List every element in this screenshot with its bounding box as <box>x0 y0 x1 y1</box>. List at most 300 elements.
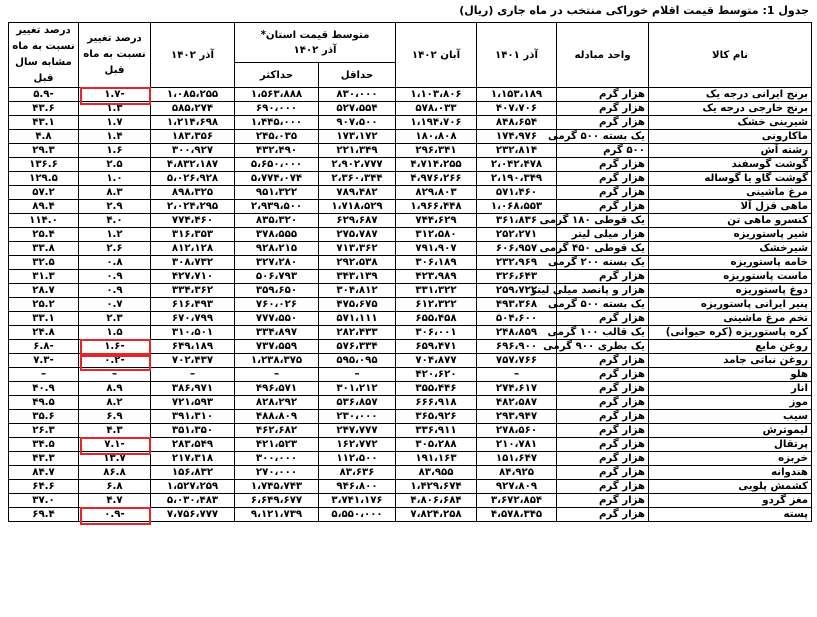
province-max: ۴۹۶،۵۷۱ <box>235 382 319 396</box>
change-prev-month: ۸.۲ <box>79 396 151 410</box>
change-prev-month: ۱.۳ <box>79 102 151 116</box>
change-same-month: ۱۳۶.۶ <box>9 158 79 172</box>
change-same-month: ۳۲.۵ <box>9 256 79 270</box>
item-name: شیر پاستوریزه <box>649 228 812 242</box>
price-aban1402: ۳۰۶،۰۰۱ <box>396 326 477 340</box>
unit-cell: هزار گرم <box>557 368 649 382</box>
change-same-month: ۴۳.۳ <box>9 452 79 466</box>
change-prev-month: ۰.۹ <box>79 284 151 298</box>
province-max: ۵،۶۵۰،۰۰۰ <box>235 158 319 172</box>
change-prev-month: ۱.۶ <box>79 144 151 158</box>
price-aban1402: ۱۸۰،۸۰۸ <box>396 130 477 144</box>
province-max: ۴۶۲،۶۸۲ <box>235 424 319 438</box>
change-prev-month: -۱.۷ <box>79 88 151 102</box>
price-azar1401: ۲۱۰،۷۸۱ <box>477 438 557 452</box>
header-max: حداکثر <box>235 63 319 88</box>
price-aban1402: ۴۲۰،۶۲۰ <box>396 368 477 382</box>
price-azar1402: ۳۸۶،۹۷۱ <box>151 382 235 396</box>
header-unit: واحد مبادله <box>557 23 649 88</box>
price-azar1402: ۳۱۰،۵۰۱ <box>151 326 235 340</box>
price-azar1401: ۷۵۷،۷۶۶ <box>477 354 557 368</box>
province-min: ۵۳۶،۸۵۷ <box>319 396 396 410</box>
province-min: ۱۶۲،۷۷۲ <box>319 438 396 452</box>
price-azar1402: ۱۵۶،۸۳۲ <box>151 466 235 480</box>
price-aban1402: ۶۱۲،۳۲۲ <box>396 298 477 312</box>
change-prev-month: -۰.۲ <box>79 354 151 368</box>
unit-cell: هزار میلی لیتر <box>557 228 649 242</box>
table-row <box>9 88 812 102</box>
province-min: ۵،۵۵۰،۰۰۰ <box>319 508 396 522</box>
table-row <box>9 424 812 438</box>
price-azar1401: ۲۷۸،۵۶۰ <box>477 424 557 438</box>
price-azar1401: ۱،۱۵۳،۱۸۹ <box>477 88 557 102</box>
price-azar1401: ۳۶۱،۸۳۶ <box>477 214 557 228</box>
unit-cell: هزار گرم <box>557 410 649 424</box>
province-min: ۷۱۳،۳۶۲ <box>319 242 396 256</box>
price-azar1401: ۱۷۴،۹۷۶ <box>477 130 557 144</box>
change-prev-month: ۶.۹ <box>79 410 151 424</box>
province-min: ۳۰۱،۲۱۲ <box>319 382 396 396</box>
price-azar1402: ۵،۰۲۶،۹۲۸ <box>151 172 235 186</box>
price-aban1402: ۱،۱۰۳،۸۰۶ <box>396 88 477 102</box>
price-azar1401: ۲،۱۹۰،۳۴۹ <box>477 172 557 186</box>
change-prev-month: -۷.۱ <box>79 438 151 452</box>
item-name: شیرخشک <box>649 242 812 256</box>
province-max: ۲۷۰،۰۰۰ <box>235 466 319 480</box>
change-same-month: ۸۹.۴ <box>9 200 79 214</box>
item-name: خامه پاستوریزه <box>649 256 812 270</box>
price-table <box>8 22 812 522</box>
table-caption: جدول 1: متوسط قیمت اقلام خوراکی منتخب در ماه جاری (ریال) <box>459 4 809 17</box>
province-min: ۲،۳۶۰،۳۴۴ <box>319 172 396 186</box>
unit-cell: یک بسته ۵۰۰ گرمی <box>557 130 649 144</box>
change-same-month: ۳۱.۳ <box>9 270 79 284</box>
unit-cell: یک بطری ۹۰۰ گرمی <box>557 340 649 354</box>
change-same-month: ۱۲۹.۵ <box>9 172 79 186</box>
province-min: ۷۸۹،۴۸۲ <box>319 186 396 200</box>
change-same-month: ۴.۸ <box>9 130 79 144</box>
change-same-month: ۶۴.۶ <box>9 480 79 494</box>
price-azar1402: ۶۴۹،۱۸۹ <box>151 340 235 354</box>
price-azar1402: ۱،۵۲۷،۲۵۹ <box>151 480 235 494</box>
province-max: ۱،۴۴۵،۰۰۰ <box>235 116 319 130</box>
price-azar1401: ۲۹۳،۹۴۷ <box>477 410 557 424</box>
change-same-month: ۳۳.۱ <box>9 312 79 326</box>
change-same-month: ۴۰.۹ <box>9 382 79 396</box>
province-max: ۵۰۶،۷۹۳ <box>235 270 319 284</box>
price-azar1401: ۲۴۸،۸۵۹ <box>477 326 557 340</box>
price-azar1402: ۳۵۱،۳۵۰ <box>151 424 235 438</box>
change-prev-month: ۱.۵ <box>79 326 151 340</box>
item-name: ماست پاستوریزه <box>649 270 812 284</box>
change-same-month: ۸۴.۷ <box>9 466 79 480</box>
change-prev-month: -۱.۶ <box>79 340 151 354</box>
province-max: ۷۷۷،۵۵۰ <box>235 312 319 326</box>
header-change-same-month: درصد تغییر نسبت به ماه مشابه سال قبل <box>9 23 79 88</box>
header-aban1402: آبان ۱۴۰۲ <box>396 23 477 88</box>
price-aban1402: ۷۹۱،۹۰۷ <box>396 242 477 256</box>
item-name: هلو <box>649 368 812 382</box>
unit-cell: هزار گرم <box>557 494 649 508</box>
table-row <box>9 452 812 466</box>
item-name: برنج خارجی درجه یک <box>649 102 812 116</box>
unit-cell: هزار و پانصد میلی لیتر <box>557 284 649 298</box>
price-aban1402: ۶۵۹،۴۷۱ <box>396 340 477 354</box>
change-prev-month: ۱.۷ <box>79 116 151 130</box>
header-province-average <box>235 23 396 63</box>
province-min: ۴۷۵،۶۷۵ <box>319 298 396 312</box>
unit-cell: هزار گرم <box>557 200 649 214</box>
change-same-month: ۳۳.۸ <box>9 242 79 256</box>
price-aban1402: ۱،۴۲۹،۶۷۴ <box>396 480 477 494</box>
province-max: ۱،۵۶۳،۸۸۸ <box>235 88 319 102</box>
price-azar1401: ۴۸۲،۵۸۷ <box>477 396 557 410</box>
price-aban1402: ۴،۹۷۶،۲۶۶ <box>396 172 477 186</box>
header-min: حداقل <box>319 63 396 88</box>
province-min: ۳۰۴،۸۱۲ <box>319 284 396 298</box>
unit-cell: هزار گرم <box>557 466 649 480</box>
price-azar1402: ۶۱۶،۴۹۳ <box>151 298 235 312</box>
province-min: ۹۴۶،۸۰۰ <box>319 480 396 494</box>
price-azar1402: ۲،۰۲۴،۲۹۵ <box>151 200 235 214</box>
change-same-month: ۲۹.۳ <box>9 144 79 158</box>
change-prev-month: ۲.۳ <box>79 312 151 326</box>
price-aban1402: ۸۳،۹۵۵ <box>396 466 477 480</box>
province-min: ۲۹۲،۵۳۸ <box>319 256 396 270</box>
item-name: هندوانه <box>649 466 812 480</box>
province-min: ۱،۷۱۸،۵۲۹ <box>319 200 396 214</box>
price-azar1401: ۴،۵۷۸،۳۴۵ <box>477 508 557 522</box>
price-aban1402: ۳۶۵،۹۲۶ <box>396 410 477 424</box>
table-row <box>9 270 812 284</box>
item-name: روغن مایع <box>649 340 812 354</box>
province-min: ۵۷۶،۳۳۴ <box>319 340 396 354</box>
province-max: ۴۳۲،۴۹۰ <box>235 144 319 158</box>
table-row <box>9 368 812 382</box>
change-prev-month: ۴.۷ <box>79 494 151 508</box>
unit-cell: هزار گرم <box>557 438 649 452</box>
price-azar1402: ۱،۲۱۴،۶۹۸ <box>151 116 235 130</box>
price-azar1402: ۴۲۷،۷۱۰ <box>151 270 235 284</box>
price-azar1401: ۳،۶۷۲،۸۵۴ <box>477 494 557 508</box>
price-azar1401: ۸۴،۹۲۵ <box>477 466 557 480</box>
item-name: پنیر ایرانی پاستوریزه <box>649 298 812 312</box>
table-row <box>9 186 812 200</box>
item-name: سیب <box>649 410 812 424</box>
price-aban1402: ۳۳۶،۹۱۱ <box>396 424 477 438</box>
price-aban1402: ۴،۷۱۴،۲۵۵ <box>396 158 477 172</box>
price-azar1401: ۱،۰۶۸،۵۵۳ <box>477 200 557 214</box>
price-azar1401: ۳۲۶،۶۴۳ <box>477 270 557 284</box>
change-same-month: ۱۱۴.۰ <box>9 214 79 228</box>
item-name: رشته آش <box>649 144 812 158</box>
province-min: ۲۷۵،۷۸۷ <box>319 228 396 242</box>
price-azar1402: ۱،۰۸۵،۲۵۵ <box>151 88 235 102</box>
change-prev-month: ۴.۳ <box>79 424 151 438</box>
price-azar1402: ۲۱۷،۳۱۸ <box>151 452 235 466</box>
province-min: ۱۱۲،۵۰۰ <box>319 452 396 466</box>
table-row <box>9 494 812 508</box>
price-aban1402: ۷۰۴،۸۷۷ <box>396 354 477 368</box>
price-aban1402: ۶۵۵،۴۵۸ <box>396 312 477 326</box>
province-min: ۸۳۰،۰۰۰ <box>319 88 396 102</box>
price-aban1402: ۳۱۲،۵۸۰ <box>396 228 477 242</box>
change-prev-month: ۸.۹ <box>79 382 151 396</box>
price-azar1401: ۲۳۲،۹۶۹ <box>477 256 557 270</box>
province-min: ۸۳،۶۳۶ <box>319 466 396 480</box>
province-min: ۲،۹۰۲،۷۷۷ <box>319 158 396 172</box>
province-max: ۷۶۰،۰۲۶ <box>235 298 319 312</box>
price-aban1402: ۳۰۵،۲۸۸ <box>396 438 477 452</box>
change-same-month: -۷.۳ <box>9 354 79 368</box>
province-max: ۴۲۱،۵۲۳ <box>235 438 319 452</box>
price-azar1402: ۸۱۲،۱۲۸ <box>151 242 235 256</box>
province-max: ۶۹۰،۰۰۰ <box>235 102 319 116</box>
price-aban1402: ۳۰۶،۱۸۹ <box>396 256 477 270</box>
province-max: ۶،۶۴۹،۶۷۷ <box>235 494 319 508</box>
price-aban1402: ۱۹۱،۱۶۳ <box>396 452 477 466</box>
item-name: کشمش پلویی <box>649 480 812 494</box>
table-row <box>9 340 812 354</box>
price-azar1401: ۲۵۹،۷۲۲ <box>477 284 557 298</box>
province-min: ۵۷۱،۱۱۱ <box>319 312 396 326</box>
change-prev-month: – <box>79 368 151 382</box>
change-prev-month: ۶.۸ <box>79 480 151 494</box>
price-azar1401: ۲۳۲،۸۱۴ <box>477 144 557 158</box>
province-min: ۵۹۵،۰۹۵ <box>319 354 396 368</box>
price-azar1401: ۶۰۶،۹۵۷ <box>477 242 557 256</box>
change-same-month: ۴۳.۶ <box>9 102 79 116</box>
price-azar1402: ۱۸۳،۳۵۶ <box>151 130 235 144</box>
price-azar1402: ۵۸۵،۲۷۴ <box>151 102 235 116</box>
change-prev-month: ۱.۲ <box>79 228 151 242</box>
price-aban1402: ۴۲۳،۹۸۹ <box>396 270 477 284</box>
price-azar1402: ۷،۷۵۶،۷۷۷ <box>151 508 235 522</box>
unit-cell: هزار گرم <box>557 186 649 200</box>
table-row <box>9 312 812 326</box>
price-azar1402: ۸۹۸،۳۲۵ <box>151 186 235 200</box>
price-azar1402: – <box>151 368 235 382</box>
province-max: ۹،۱۲۱،۷۳۹ <box>235 508 319 522</box>
province-max: ۳۰۰،۰۰۰ <box>235 452 319 466</box>
change-prev-month: ۱۳.۷ <box>79 452 151 466</box>
price-azar1401: ۹۲۷،۸۰۹ <box>477 480 557 494</box>
price-aban1402: ۳۵۵،۴۴۶ <box>396 382 477 396</box>
province-max: ۳۲۷،۲۸۰ <box>235 256 319 270</box>
change-same-month: ۲۴.۸ <box>9 326 79 340</box>
table-row <box>9 298 812 312</box>
change-prev-month: ۲.۶ <box>79 242 151 256</box>
province-max: ۲،۹۳۹،۵۰۰ <box>235 200 319 214</box>
change-prev-month: ۸۶.۸ <box>79 466 151 480</box>
table-row <box>9 354 812 368</box>
province-max: ۴۸۸،۸۰۹ <box>235 410 319 424</box>
unit-cell: هزار گرم <box>557 354 649 368</box>
price-azar1402: ۵،۰۳۰،۴۸۳ <box>151 494 235 508</box>
price-azar1401: ۲۷۴،۶۱۷ <box>477 382 557 396</box>
table-row <box>9 102 812 116</box>
table-row <box>9 172 812 186</box>
price-aban1402: ۷۴۴،۶۲۹ <box>396 214 477 228</box>
header-change-prev-month: درصد تغییر نسبت به ماه قبل <box>79 23 151 88</box>
price-azar1401: ۲،۰۴۲،۴۷۸ <box>477 158 557 172</box>
table-row <box>9 158 812 172</box>
province-min: ۲۲۱،۳۴۹ <box>319 144 396 158</box>
table-row <box>9 480 812 494</box>
change-same-month: ۴۹.۵ <box>9 396 79 410</box>
item-name: کنسرو ماهی تن <box>649 214 812 228</box>
unit-cell: یک قوطی ۱۸۰ گرمی <box>557 214 649 228</box>
header-province-group: متوسط قیمت استان* <box>260 29 370 41</box>
province-max: ۷۳۷،۵۵۹ <box>235 340 319 354</box>
item-name: پسته <box>649 508 812 522</box>
unit-cell: هزار گرم <box>557 172 649 186</box>
change-same-month: -۵.۹ <box>9 88 79 102</box>
price-aban1402: ۵۷۸،۰۳۳ <box>396 102 477 116</box>
province-max: ۹۲۸،۲۱۵ <box>235 242 319 256</box>
unit-cell: ۵۰۰ گرم <box>557 144 649 158</box>
price-azar1402: ۳۰۰،۹۲۷ <box>151 144 235 158</box>
province-max: ۳۵۹،۶۵۰ <box>235 284 319 298</box>
price-azar1401: ۴۹۳،۳۶۸ <box>477 298 557 312</box>
unit-cell: هزار گرم <box>557 508 649 522</box>
unit-cell: هزار گرم <box>557 312 649 326</box>
item-name: گوشت گاو یا گوساله <box>649 172 812 186</box>
province-max: ۸۳۵،۳۲۰ <box>235 214 319 228</box>
header-azar1401: آذر ۱۴۰۱ <box>477 23 557 88</box>
item-name: مغز گردو <box>649 494 812 508</box>
unit-cell: هزار گرم <box>557 158 649 172</box>
unit-cell: هزار گرم <box>557 424 649 438</box>
province-min: ۲۴۷،۷۷۷ <box>319 424 396 438</box>
change-same-month: ۶۹.۴ <box>9 508 79 522</box>
price-azar1402: ۷۷۴،۴۶۰ <box>151 214 235 228</box>
change-same-month: – <box>9 368 79 382</box>
price-azar1402: ۳۳۴،۳۶۲ <box>151 284 235 298</box>
unit-cell: هزار گرم <box>557 382 649 396</box>
unit-cell: یک قالب ۱۰۰ گرمی <box>557 326 649 340</box>
unit-cell: هزار گرم <box>557 102 649 116</box>
price-azar1401: – <box>477 368 557 382</box>
table-row <box>9 466 812 480</box>
province-max: ۳۳۴،۸۹۷ <box>235 326 319 340</box>
province-max: ۱،۲۳۸،۳۷۵ <box>235 354 319 368</box>
table-row <box>9 214 812 228</box>
price-azar1401: ۸۴۸،۶۵۴ <box>477 116 557 130</box>
price-azar1402: ۳۹۱،۳۱۰ <box>151 410 235 424</box>
item-name: موز <box>649 396 812 410</box>
province-max: ۸۲۸،۲۹۲ <box>235 396 319 410</box>
table-row <box>9 116 812 130</box>
change-prev-month: ۴.۰ <box>79 214 151 228</box>
table-row <box>9 326 812 340</box>
item-name: لیموترش <box>649 424 812 438</box>
change-same-month: -۶.۸ <box>9 340 79 354</box>
table-row <box>9 508 812 522</box>
change-prev-month: ۸.۳ <box>79 186 151 200</box>
change-same-month: ۴۳.۱ <box>9 116 79 130</box>
price-azar1401: ۵۰۴،۶۰۰ <box>477 312 557 326</box>
item-name: دوغ پاستوریزه <box>649 284 812 298</box>
table-row <box>9 382 812 396</box>
table-row <box>9 228 812 242</box>
table-row <box>9 130 812 144</box>
change-prev-month: ۲.۹ <box>79 200 151 214</box>
table-row <box>9 438 812 452</box>
price-aban1402: ۱،۱۹۴،۷۰۶ <box>396 116 477 130</box>
price-azar1402: ۶۷۰،۷۹۹ <box>151 312 235 326</box>
header-azar1402: آذر ۱۴۰۲ <box>151 23 235 88</box>
price-aban1402: ۲۹۶،۳۴۱ <box>396 144 477 158</box>
price-azar1402: ۷۲۱،۵۹۳ <box>151 396 235 410</box>
change-prev-month: ۱.۰ <box>79 172 151 186</box>
table-row <box>9 396 812 410</box>
price-aban1402: ۷،۸۲۴،۲۵۸ <box>396 508 477 522</box>
change-prev-month: ۰.۸ <box>79 256 151 270</box>
province-min: – <box>319 368 396 382</box>
price-aban1402: ۶۶۶،۹۱۸ <box>396 396 477 410</box>
price-azar1401: ۶۹۶،۹۰۰ <box>477 340 557 354</box>
unit-cell: هزار گرم <box>557 452 649 466</box>
province-min: ۳۴۳،۱۳۹ <box>319 270 396 284</box>
price-aban1402: ۴،۸۰۶،۶۸۴ <box>396 494 477 508</box>
table-row <box>9 200 812 214</box>
item-name: پرتقال <box>649 438 812 452</box>
table-row <box>9 144 812 158</box>
unit-cell: یک بسته ۲۰۰ گرمی <box>557 256 649 270</box>
province-max: ۵،۷۷۴،۰۷۴ <box>235 172 319 186</box>
province-min: ۵۲۷،۵۵۴ <box>319 102 396 116</box>
province-max: ۲۴۵،۰۳۵ <box>235 130 319 144</box>
unit-cell: یک بسته ۵۰۰ گرمی <box>557 298 649 312</box>
item-name: انار <box>649 382 812 396</box>
unit-cell: یک قوطی ۴۵۰ گرمی <box>557 242 649 256</box>
province-min: ۲۳۰،۰۰۰ <box>319 410 396 424</box>
unit-cell: هزار گرم <box>557 480 649 494</box>
item-name: کره پاستوریزه (کره حیوانی) <box>649 326 812 340</box>
price-azar1401: ۲۵۲،۲۷۱ <box>477 228 557 242</box>
table-body <box>9 88 812 522</box>
table-row <box>9 256 812 270</box>
header-province-month: آذر ۱۴۰۲ <box>293 44 337 56</box>
price-azar1401: ۱۵۱،۶۴۷ <box>477 452 557 466</box>
province-max: ۱،۷۴۵،۷۴۳ <box>235 480 319 494</box>
province-max: ۹۵۱،۳۲۲ <box>235 186 319 200</box>
unit-cell: هزار گرم <box>557 88 649 102</box>
province-min: ۲۸۲،۴۳۳ <box>319 326 396 340</box>
change-same-month: ۲۸.۷ <box>9 284 79 298</box>
change-prev-month: ۱.۴ <box>79 130 151 144</box>
item-name: ماهی قزل آلا <box>649 200 812 214</box>
price-aban1402: ۳۳۱،۳۲۲ <box>396 284 477 298</box>
province-max: – <box>235 368 319 382</box>
change-same-month: ۳۷.۰ <box>9 494 79 508</box>
price-azar1402: ۴،۸۳۲،۱۸۷ <box>151 158 235 172</box>
price-aban1402: ۸۲۹،۸۰۳ <box>396 186 477 200</box>
table-row <box>9 242 812 256</box>
price-azar1401: ۴۰۷،۷۰۶ <box>477 102 557 116</box>
change-same-month: ۳۴.۵ <box>9 438 79 452</box>
price-azar1402: ۳۰۸،۷۳۲ <box>151 256 235 270</box>
price-azar1402: ۳۱۶،۳۵۳ <box>151 228 235 242</box>
change-prev-month: ۰.۹ <box>79 270 151 284</box>
province-min: ۹۰۷،۵۰۰ <box>319 116 396 130</box>
change-same-month: ۲۵.۲ <box>9 298 79 312</box>
change-same-month: ۲۵.۴ <box>9 228 79 242</box>
item-name: خربزه <box>649 452 812 466</box>
header-item: نام کالا <box>649 23 812 88</box>
change-prev-month: ۰.۷ <box>79 298 151 312</box>
